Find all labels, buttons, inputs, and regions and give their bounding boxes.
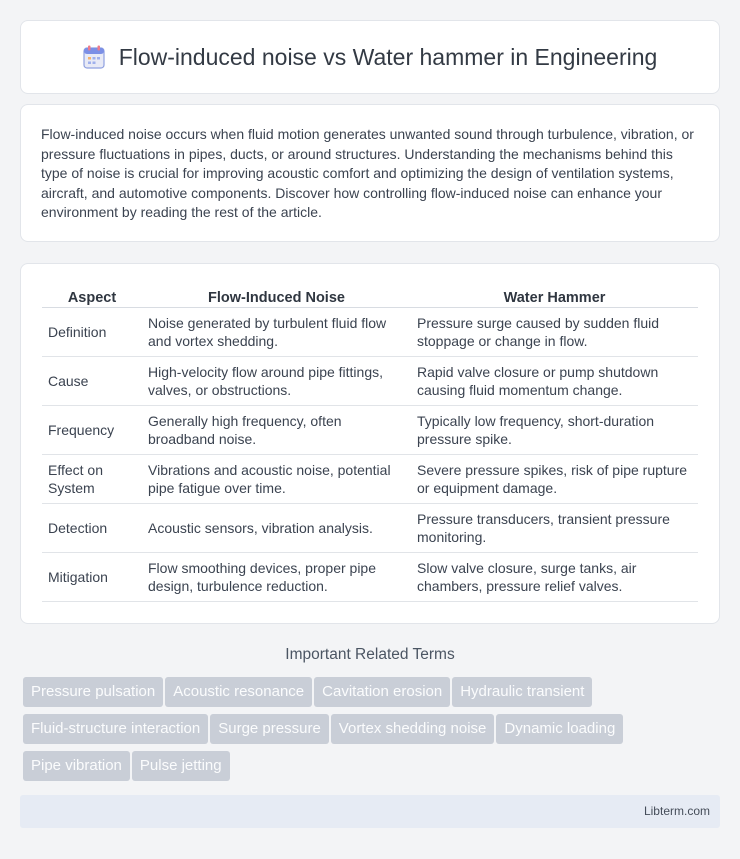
row-flow-induced-noise: Vibrations and acoustic noise, potential pipe fatigue over time. xyxy=(142,455,411,504)
table-row xyxy=(42,504,698,553)
table-row xyxy=(42,308,698,357)
related-terms-title: Important Related Terms xyxy=(285,646,455,663)
related-term-tag[interactable]: Surge pressure xyxy=(210,714,329,744)
calendar-icon xyxy=(83,45,105,69)
intro-card xyxy=(20,104,720,242)
row-aspect: Detection xyxy=(42,504,142,553)
row-aspect: Frequency xyxy=(42,406,142,455)
row-water-hammer: Typically low frequency, short-duration pressure spike. xyxy=(411,406,698,455)
column-header-water-hammer: Water Hammer xyxy=(411,284,698,308)
row-aspect: Effect on System xyxy=(42,455,142,504)
related-term-tag[interactable]: Hydraulic transient xyxy=(452,677,592,707)
row-flow-induced-noise: Acoustic sensors, vibration analysis. xyxy=(142,504,411,553)
related-term-tag[interactable]: Dynamic loading xyxy=(496,714,623,744)
related-term-tag[interactable]: Cavitation erosion xyxy=(314,677,450,707)
row-aspect: Definition xyxy=(42,308,142,357)
related-term-tag[interactable]: Vortex shedding noise xyxy=(331,714,495,744)
row-water-hammer: Pressure transducers, transient pressure monitoring. xyxy=(411,504,698,553)
row-flow-induced-noise: Flow smoothing devices, proper pipe design, turbulence reduction. xyxy=(142,553,411,602)
table-header-row xyxy=(42,284,698,308)
column-header-flow-induced-noise: Flow-Induced Noise xyxy=(142,284,411,308)
comparison-table xyxy=(42,284,698,602)
row-flow-induced-noise: Generally high frequency, often broadband noise. xyxy=(142,406,411,455)
table-row xyxy=(42,406,698,455)
footer-site-link[interactable]: Libterm.com xyxy=(643,804,710,818)
row-aspect: Cause xyxy=(42,357,142,406)
row-aspect: Mitigation xyxy=(42,553,142,602)
row-flow-induced-noise: High-velocity flow around pipe fittings, valves, or obstructions. xyxy=(142,357,411,406)
intro-text: Flow-induced noise occurs when fluid motion generates unwanted sound through turbulence, vibration, or pressure fluctuations in pipes, ducts, or around structures. Understanding the mechanisms behind this type of noise is crucial for improving acoustic comfort and optimizing the design of ventilation systems, aircraft, and automotive components. Discover how controlling flow-induced noise can enhance your environment by reading the rest of the article. xyxy=(41,126,694,221)
related-term-tag[interactable]: Pipe vibration xyxy=(23,751,130,781)
table-row xyxy=(42,455,698,504)
related-term-tag[interactable]: Pressure pulsation xyxy=(23,677,163,707)
row-water-hammer: Severe pressure spikes, risk of pipe rupture or equipment damage. xyxy=(411,455,698,504)
column-header-aspect: Aspect xyxy=(42,284,142,308)
table-row xyxy=(42,357,698,406)
row-water-hammer: Slow valve closure, surge tanks, air chambers, pressure relief valves. xyxy=(411,553,698,602)
row-water-hammer: Pressure surge caused by sudden fluid stoppage or change in flow. xyxy=(411,308,698,357)
row-flow-induced-noise: Noise generated by turbulent fluid flow and vortex shedding. xyxy=(142,308,411,357)
footer xyxy=(20,795,720,828)
related-terms-list xyxy=(23,677,723,788)
related-term-tag[interactable]: Pulse jetting xyxy=(132,751,230,781)
header-card xyxy=(20,20,720,94)
comparison-card xyxy=(20,263,720,624)
related-term-tag[interactable]: Fluid-structure interaction xyxy=(23,714,208,744)
related-term-tag[interactable]: Acoustic resonance xyxy=(165,677,312,707)
page-title: Flow-induced noise vs Water hammer in Engineering xyxy=(118,43,658,70)
table-row xyxy=(42,553,698,602)
row-water-hammer: Rapid valve closure or pump shutdown causing fluid momentum change. xyxy=(411,357,698,406)
